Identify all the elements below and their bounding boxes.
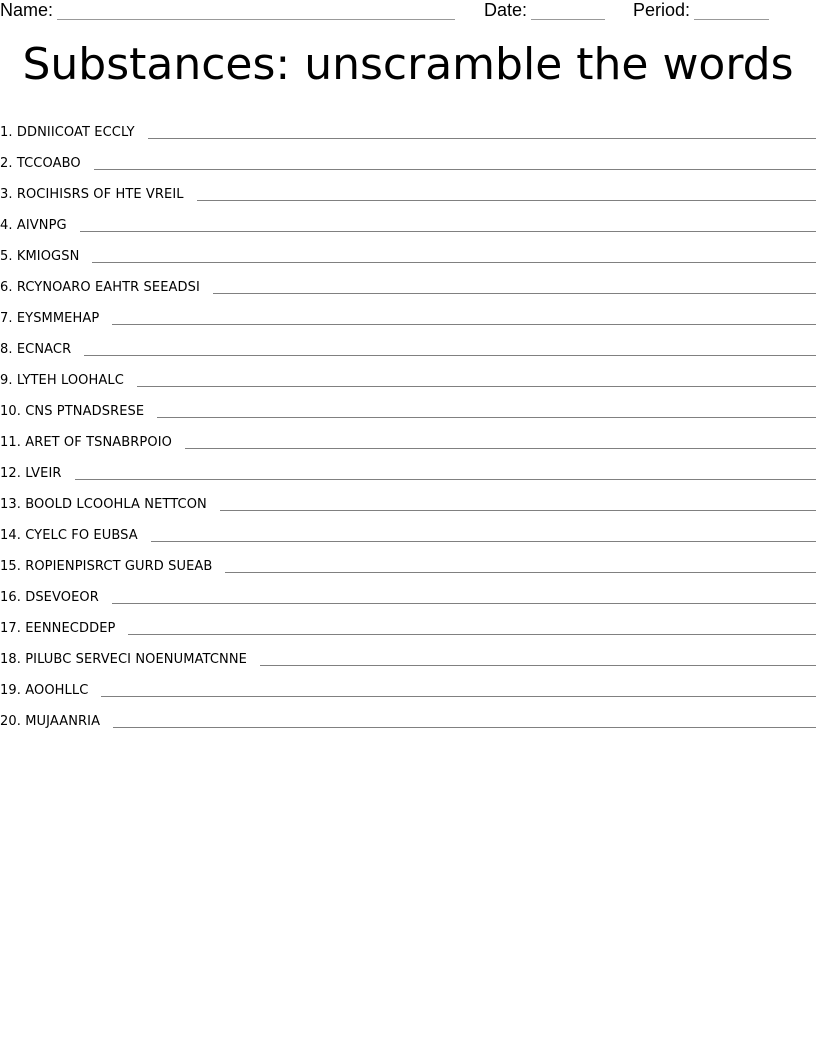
question-number: 5. xyxy=(0,249,13,264)
answer-blank-line[interactable] xyxy=(80,221,816,232)
question-item xyxy=(0,390,816,421)
scrambled-word: LYTEH LOOHALC xyxy=(16,373,124,388)
question-item xyxy=(0,638,816,669)
scrambled-word: PILUBC SERVECI NOENUMATCNNE xyxy=(25,652,247,667)
question-number: 9. xyxy=(0,373,13,388)
question-number: 3. xyxy=(0,187,13,202)
question-item xyxy=(0,266,816,297)
scrambled-word: AIVNPG xyxy=(16,218,67,233)
scrambled-word: BOOLD LCOOHLA NETTCON xyxy=(25,497,207,512)
question-item xyxy=(0,452,816,483)
scrambled-word: ARET OF TSNABRPOIO xyxy=(25,435,172,450)
question-number: 16. xyxy=(0,590,21,605)
question-number: 19. xyxy=(0,683,21,698)
question-item xyxy=(0,669,816,700)
scrambled-word: RCYNOARO EAHTR SEEADSI xyxy=(16,280,200,295)
question-item xyxy=(0,700,816,731)
question-item xyxy=(0,297,816,328)
question-item xyxy=(0,421,816,452)
question-list xyxy=(0,111,816,731)
question-item xyxy=(0,235,816,266)
question-number: 4. xyxy=(0,218,13,233)
answer-blank-line[interactable] xyxy=(112,314,816,325)
question-number: 12. xyxy=(0,466,21,481)
answer-blank-line[interactable] xyxy=(137,376,816,387)
question-number: 1. xyxy=(0,125,13,140)
question-item xyxy=(0,111,816,142)
question-item xyxy=(0,142,816,173)
question-number: 10. xyxy=(0,404,21,419)
question-item xyxy=(0,328,816,359)
answer-blank-line[interactable] xyxy=(113,717,816,728)
answer-blank-line[interactable] xyxy=(94,159,816,170)
answer-blank-line[interactable] xyxy=(185,438,816,449)
date-field[interactable] xyxy=(484,0,605,20)
scrambled-word: ROCIHISRS OF HTE VREIL xyxy=(16,187,184,202)
question-number: 8. xyxy=(0,342,13,357)
scrambled-word: KMIOGSN xyxy=(16,249,80,264)
question-item xyxy=(0,483,816,514)
question-item xyxy=(0,514,816,545)
scrambled-word: DDNIICOAT ECCLY xyxy=(16,125,135,140)
answer-blank-line[interactable] xyxy=(197,190,816,201)
question-item xyxy=(0,204,816,235)
name-label: Name: xyxy=(0,0,54,20)
period-blank-line[interactable] xyxy=(694,3,769,20)
scrambled-word: ROPIENPISRCT GURD SUEAB xyxy=(25,559,213,574)
scrambled-word: LVEIR xyxy=(25,466,62,481)
question-number: 2. xyxy=(0,156,13,171)
question-number: 7. xyxy=(0,311,13,326)
scrambled-word: AOOHLLC xyxy=(25,683,89,698)
answer-blank-line[interactable] xyxy=(101,686,816,697)
answer-blank-line[interactable] xyxy=(151,531,816,542)
question-item xyxy=(0,545,816,576)
worksheet-header xyxy=(0,0,816,22)
answer-blank-line[interactable] xyxy=(92,252,816,263)
period-label: Period: xyxy=(633,0,691,20)
date-label: Date: xyxy=(484,0,528,20)
answer-blank-line[interactable] xyxy=(112,593,816,604)
answer-blank-line[interactable] xyxy=(128,624,816,635)
answer-blank-line[interactable] xyxy=(84,345,816,356)
answer-blank-line[interactable] xyxy=(75,469,816,480)
answer-blank-line[interactable] xyxy=(213,283,816,294)
answer-blank-line[interactable] xyxy=(157,407,816,418)
date-blank-line[interactable] xyxy=(531,3,605,20)
question-number: 20. xyxy=(0,714,21,729)
question-number: 17. xyxy=(0,621,21,636)
scrambled-word: ECNACR xyxy=(16,342,72,357)
scrambled-word: EYSMMEHAP xyxy=(16,311,100,326)
scrambled-word: CNS PTNADSRESE xyxy=(25,404,145,419)
question-number: 18. xyxy=(0,652,21,667)
answer-blank-line[interactable] xyxy=(260,655,816,666)
question-number: 13. xyxy=(0,497,21,512)
question-number: 15. xyxy=(0,559,21,574)
question-number: 11. xyxy=(0,435,21,450)
question-item xyxy=(0,576,816,607)
answer-blank-line[interactable] xyxy=(148,128,816,139)
question-number: 6. xyxy=(0,280,13,295)
period-field[interactable] xyxy=(633,0,769,20)
question-item xyxy=(0,607,816,638)
answer-blank-line[interactable] xyxy=(220,500,816,511)
question-number: 14. xyxy=(0,528,21,543)
scrambled-word: EENNECDDEP xyxy=(25,621,116,636)
scrambled-word: TCCOABO xyxy=(16,156,81,171)
scrambled-word: DSEVOEOR xyxy=(25,590,99,605)
answer-blank-line[interactable] xyxy=(225,562,816,573)
scrambled-word: CYELC FO EUBSA xyxy=(25,528,138,543)
question-item xyxy=(0,173,816,204)
question-item xyxy=(0,359,816,390)
scrambled-word: MUJAANRIA xyxy=(25,714,101,729)
name-field[interactable] xyxy=(0,0,455,20)
name-blank-line[interactable] xyxy=(57,3,455,20)
page-title: Substances: unscramble the words xyxy=(22,39,794,90)
